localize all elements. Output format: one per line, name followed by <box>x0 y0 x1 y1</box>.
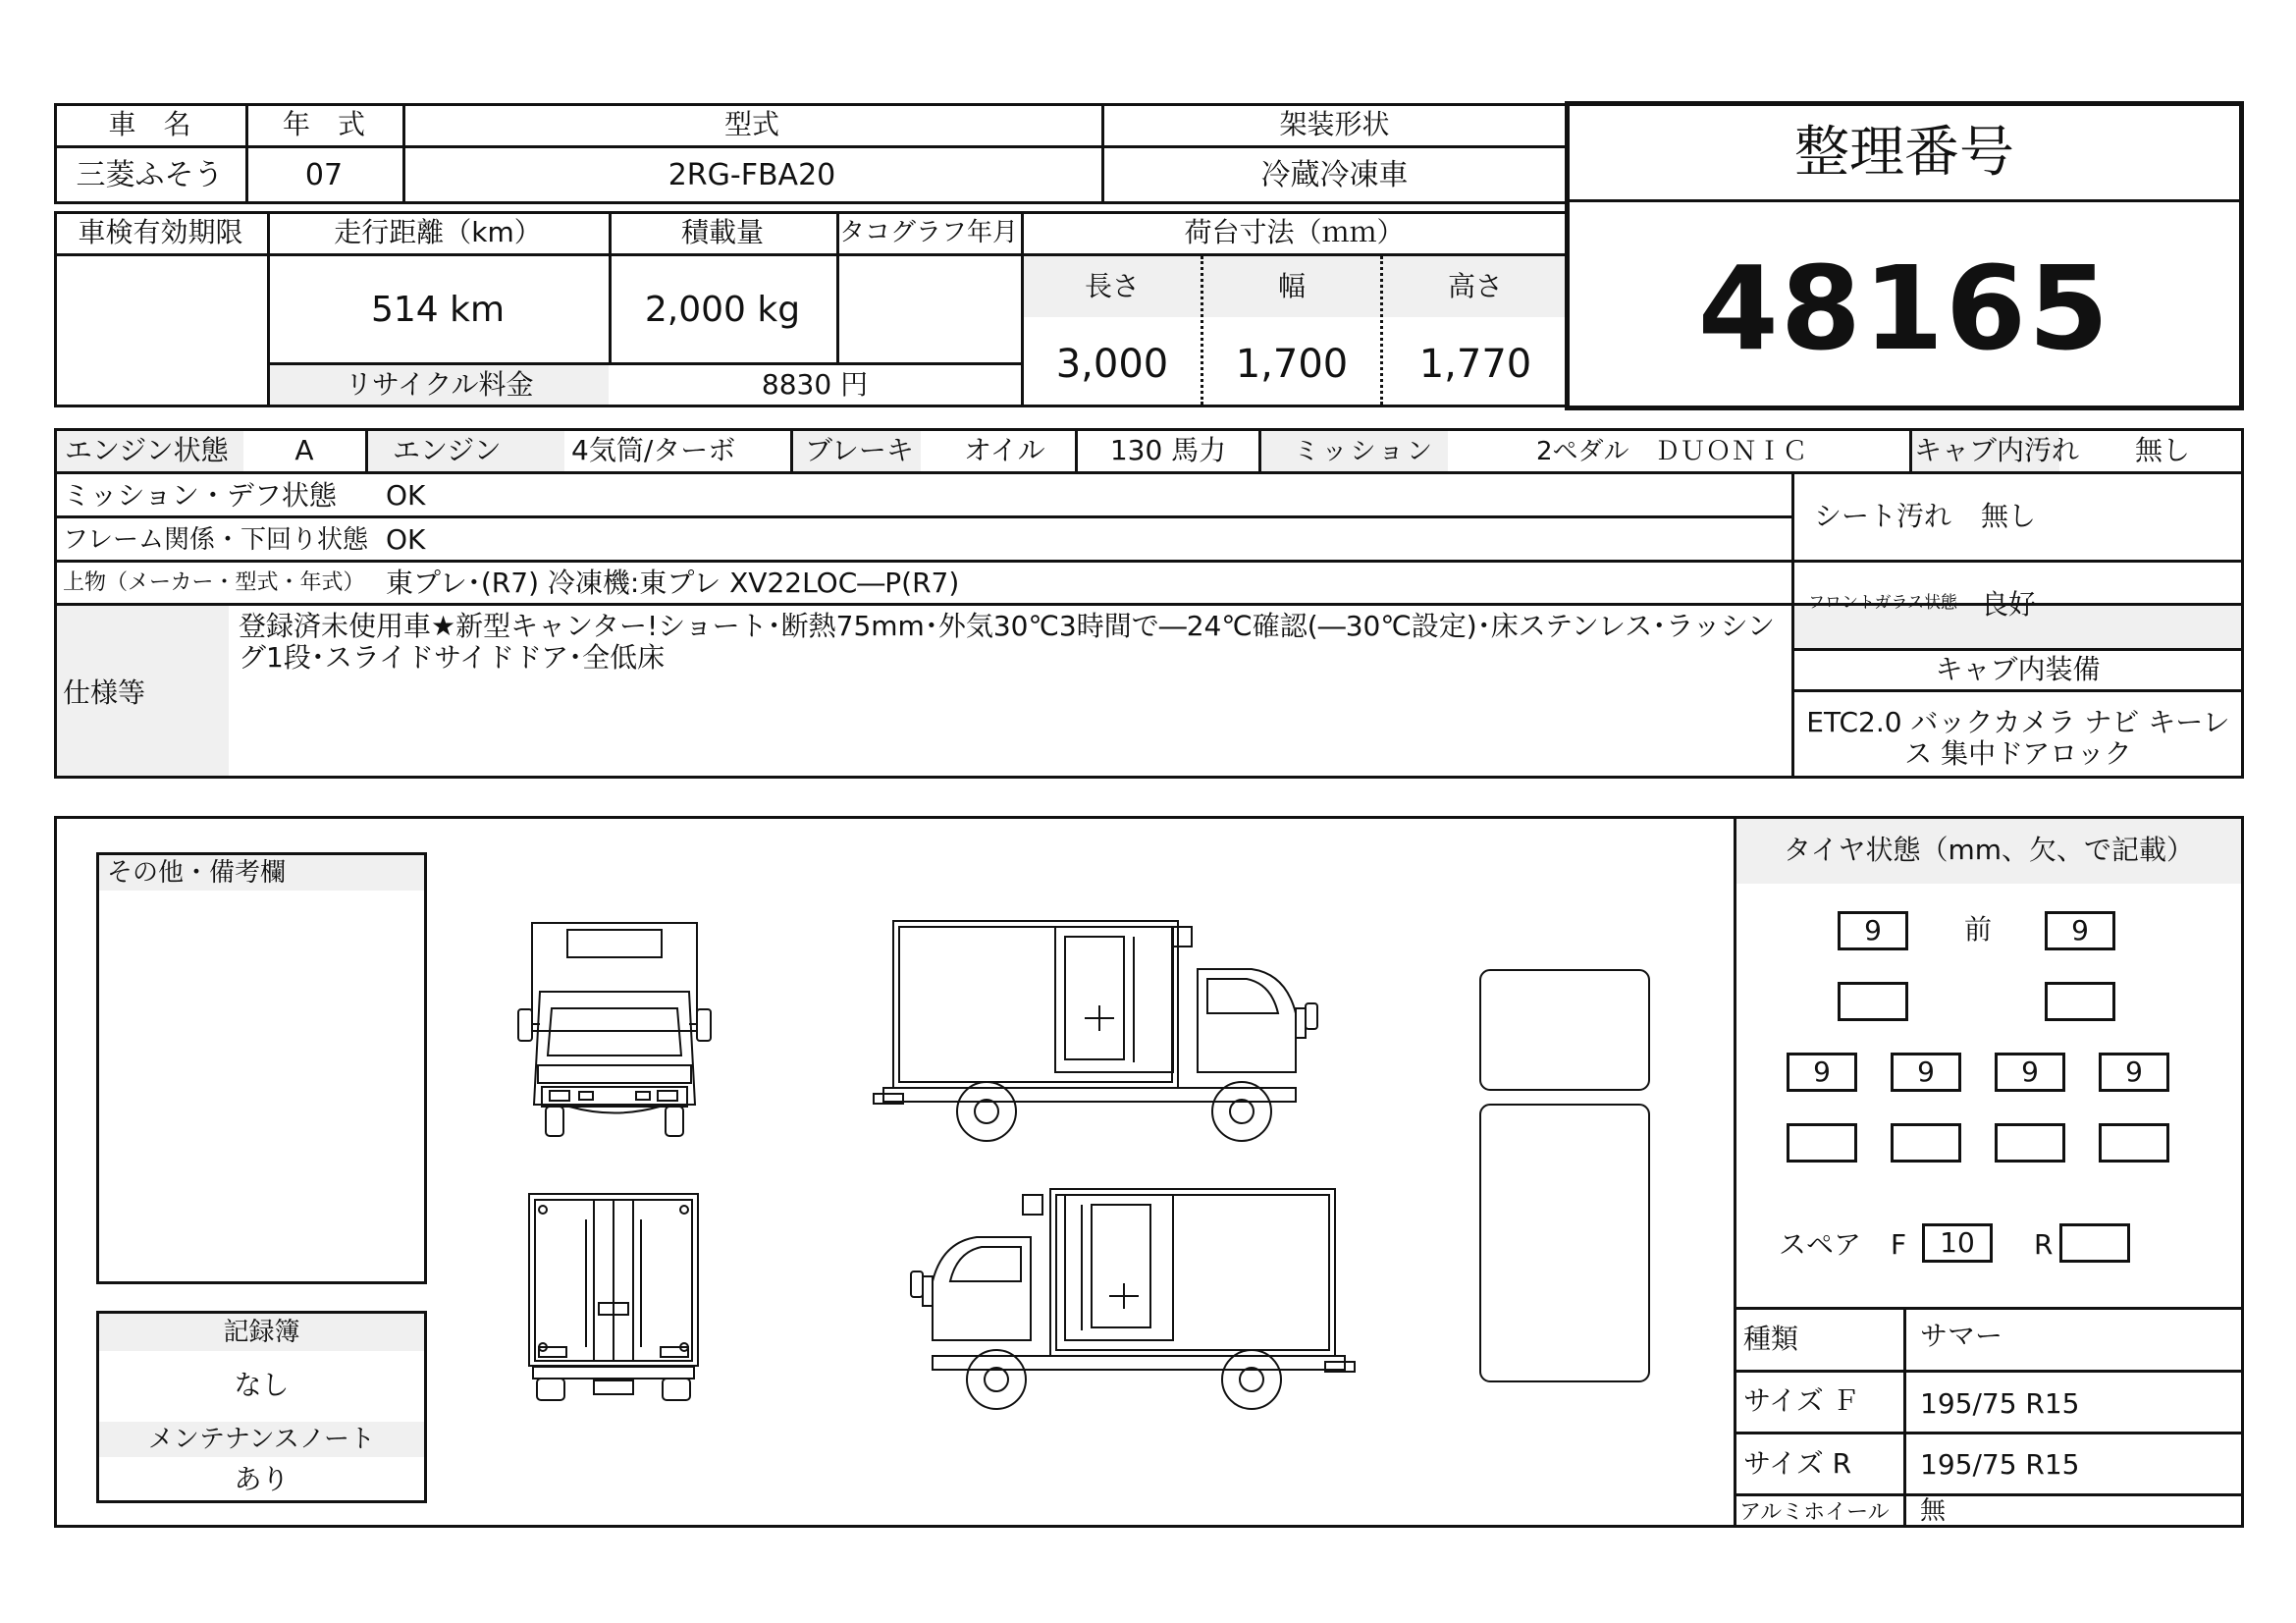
tire-rear-4-inner <box>2099 1123 2169 1163</box>
truck-top-view <box>1477 967 1654 1384</box>
spec-label: 仕様等 <box>63 676 146 709</box>
mission-value: 2ペダル ＤＵＯＮＩＣ <box>1536 437 1808 466</box>
tire-front-right: 9 <box>2045 911 2115 950</box>
spare-f-value: 10 <box>1922 1223 1993 1263</box>
mission-diff-value: OK <box>386 479 426 512</box>
seat-dirt-value: 無し <box>1981 500 2037 532</box>
tire-type-value: サマー <box>1920 1320 2003 1352</box>
size-f-label: サイズ Ｆ <box>1743 1384 1860 1417</box>
record-value: なし <box>234 1369 290 1401</box>
upper-label: 上物（メーカー・型式・年式） <box>63 570 365 595</box>
spare-r-label: R <box>2034 1228 2054 1261</box>
brake-label: ブレーキ <box>805 434 914 466</box>
engine-label: エンジン <box>393 434 502 466</box>
cab-dirt-value: 無し <box>2135 434 2191 466</box>
mileage-value: 514 km <box>370 290 506 330</box>
tire-rear-2: 9 <box>1891 1053 1961 1092</box>
mileage-label: 走行距離（km） <box>334 216 542 248</box>
alu-wheel-value: 無 <box>1920 1496 1947 1526</box>
load-value: 2,000 kg <box>644 290 801 330</box>
tire-rear-4: 9 <box>2099 1053 2169 1092</box>
tire-rear-1-inner <box>1787 1123 1857 1163</box>
record-label: 記録簿 <box>223 1318 300 1347</box>
recycle-label: リサイクル料金 <box>345 368 534 401</box>
cab-equip-label: キャブ内装備 <box>1935 653 2101 685</box>
cab-equip-value: ETC2.0 バックカメラ ナビ キーレス 集中ドアロック <box>1806 706 2230 770</box>
bed-width: 1,700 <box>1235 342 1349 387</box>
seat-dirt-label: シート汚れ <box>1814 500 1952 532</box>
truck-side-view-left <box>874 1183 1355 1419</box>
tire-rear-3: 9 <box>1995 1053 2065 1092</box>
vehicle-body-label: 架装形状 <box>1279 108 1390 140</box>
frame-label: フレーム関係・下回り状態 <box>63 525 368 555</box>
spare-f-label: F <box>1891 1228 1907 1261</box>
vehicle-model-label: 型式 <box>723 108 779 140</box>
engine-value: 4気筒/ターボ <box>571 434 736 466</box>
size-f-value: 195/75 R15 <box>1920 1387 2080 1420</box>
tire-rear-1: 9 <box>1787 1053 1857 1092</box>
mission-diff-label: ミッション・デフ状態 <box>63 479 337 512</box>
spec-value: 登録済未使用車★新型キャンター!ショート･断熱75mm･外気30℃3時間で―24℃確認(―30℃設定)･床ステンレス･ラッシング1段･スライドサイドドア･全低床 <box>239 610 1775 674</box>
engine-state: A <box>294 434 314 466</box>
size-r-label: サイズ R <box>1743 1447 1852 1480</box>
bed-length: 3,000 <box>1055 342 1169 387</box>
mission-label: ミッション <box>1294 437 1435 466</box>
vehicle-name-label: 車 名 <box>108 108 191 140</box>
alu-wheel-label: アルミホイール <box>1739 1500 1890 1525</box>
load-label: 積載量 <box>680 216 764 248</box>
size-r-value: 195/75 R15 <box>1920 1448 2080 1481</box>
frame-value: OK <box>386 523 426 556</box>
vehicle-year: 07 <box>304 158 344 192</box>
tire-rear-3-inner <box>1995 1123 2065 1163</box>
vehicle-body: 冷蔵冷凍車 <box>1260 158 1409 192</box>
tire-front-label: 前 <box>1963 913 1992 946</box>
vehicle-model: 2RG-FBA20 <box>667 158 836 192</box>
bed-width-label: 幅 <box>1277 270 1306 302</box>
admin-number: 48165 <box>1697 241 2111 376</box>
vehicle-name: 三菱ふそう <box>76 158 224 192</box>
remarks-label: その他・備考欄 <box>107 858 287 888</box>
spare-label: スペア <box>1779 1228 1862 1261</box>
vehicle-year-label: 年 式 <box>282 108 365 140</box>
tire-type-label: 種類 <box>1743 1323 1799 1355</box>
truck-side-view-right <box>874 915 1355 1151</box>
horsepower-value: 130 馬力 <box>1109 434 1227 466</box>
bed-height: 1,770 <box>1418 342 1532 387</box>
inspect-label: 車検有効期限 <box>78 216 243 248</box>
windshield-label: フロントガラス状態 <box>1808 593 1957 613</box>
maintenance-value: あり <box>234 1463 290 1495</box>
spare-r-value <box>2059 1223 2130 1263</box>
tire-rear-2-inner <box>1891 1123 1961 1163</box>
engine-state-label: エンジン状態 <box>65 434 229 466</box>
bed-size-label: 荷台寸法（ｍｍ） <box>1184 216 1405 248</box>
brake-value: オイル <box>964 434 1045 466</box>
bed-length-label: 長さ <box>1084 270 1140 302</box>
truck-rear-view <box>525 1190 702 1406</box>
bed-height-label: 高さ <box>1447 270 1503 302</box>
admin-number-label: 整理番号 <box>1794 121 2014 185</box>
tire-front-left-inner <box>1838 982 1908 1021</box>
cab-dirt-label: キャブ内汚れ <box>1914 434 2080 466</box>
tire-front-left: 9 <box>1838 911 1908 950</box>
upper-value: 東プレ･(R7) 冷凍機:東プレ XV22LOC―P(R7) <box>386 567 960 599</box>
recycle-value: 8830 円 <box>761 368 869 401</box>
windshield-value: 良好 <box>1981 588 2037 621</box>
tire-front-right-inner <box>2045 982 2115 1021</box>
tire-title: タイヤ状態（mm、欠、で記載） <box>1784 834 2194 866</box>
maintenance-label: メンテナンスノート <box>147 1425 376 1454</box>
tacho-label: タコグラフ年月 <box>838 218 1018 247</box>
truck-front-view <box>510 918 717 1144</box>
